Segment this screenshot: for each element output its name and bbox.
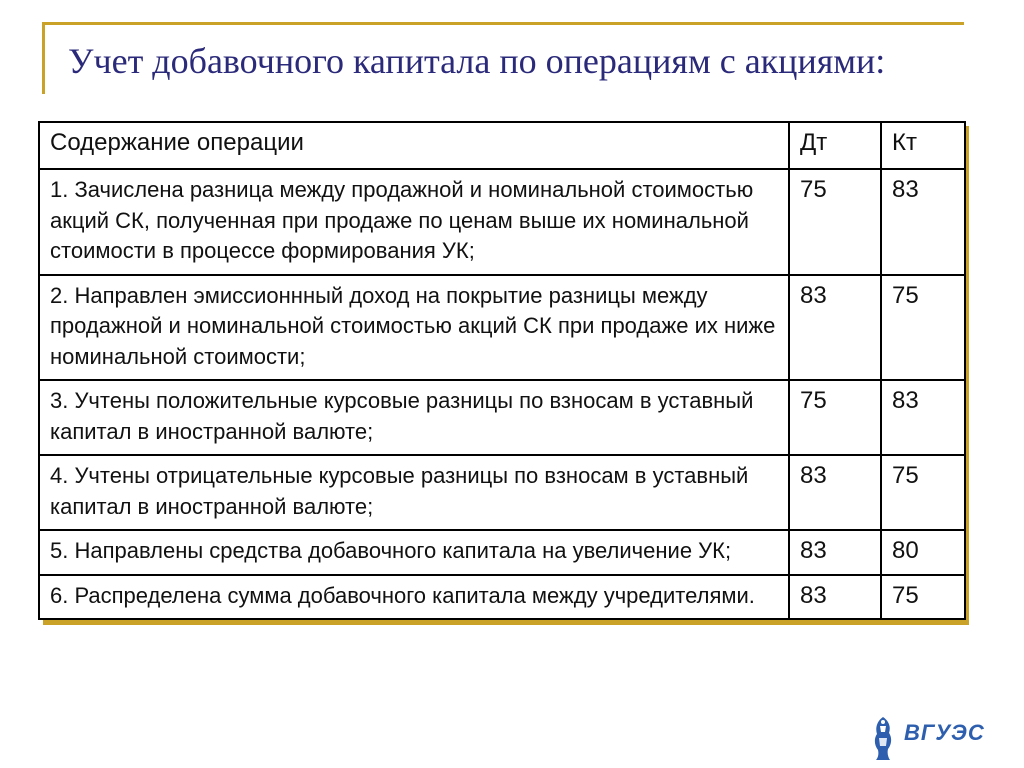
table-row — [39, 169, 965, 275]
table-row — [39, 530, 965, 575]
slide-frame-top-line — [42, 22, 964, 25]
credit-cell: 75 — [881, 455, 965, 530]
operations-table — [38, 121, 966, 620]
university-logo — [866, 714, 986, 762]
credit-cell: 75 — [881, 275, 965, 381]
credit-cell: 83 — [881, 380, 965, 455]
university-emblem-icon — [866, 714, 900, 762]
header-credit: Кт — [881, 122, 965, 169]
operation-cell: 1. Зачислена разница между продажной и номинальной стоимостью акций СК, полученная при продаже по ценам выше их номинальной стоимости в процессе формирования УК; — [39, 169, 789, 275]
debit-cell: 75 — [789, 380, 881, 455]
credit-cell: 75 — [881, 575, 965, 620]
table-row — [39, 275, 965, 381]
logo-text: ВГУЭС — [904, 720, 985, 745]
operation-cell: 4. Учтены отрицательные курсовые разницы по взносам в уставный капитал в иностранной валюте; — [39, 455, 789, 530]
credit-cell: 80 — [881, 530, 965, 575]
table-row — [39, 380, 965, 455]
debit-cell: 83 — [789, 530, 881, 575]
header-debit: Дт — [789, 122, 881, 169]
credit-cell: 83 — [881, 169, 965, 275]
header-operation: Содержание операции — [39, 122, 789, 169]
operation-cell: 3. Учтены положительные курсовые разницы по взносам в уставный капитал в иностранной валюте; — [39, 380, 789, 455]
operation-cell: 5. Направлены средства добавочного капитала на увеличение УК; — [39, 530, 789, 575]
operations-table-container — [38, 121, 964, 620]
operation-cell: 2. Направлен эмиссионнный доход на покрытие разницы между продажной и номинальной стоимостью акций СК при продаже их ниже номинальной стоимости; — [39, 275, 789, 381]
debit-cell: 83 — [789, 275, 881, 381]
debit-cell: 83 — [789, 455, 881, 530]
slide-title: Учет добавочного капитала по операциям с акциями: — [68, 41, 886, 81]
table-row — [39, 455, 965, 530]
debit-cell: 83 — [789, 575, 881, 620]
debit-cell: 75 — [789, 169, 881, 275]
table-row — [39, 575, 965, 620]
slide-frame-left-line — [42, 22, 45, 94]
operation-cell: 6. Распределена сумма добавочного капитала между учредителями. — [39, 575, 789, 620]
table-header-row — [39, 122, 965, 169]
